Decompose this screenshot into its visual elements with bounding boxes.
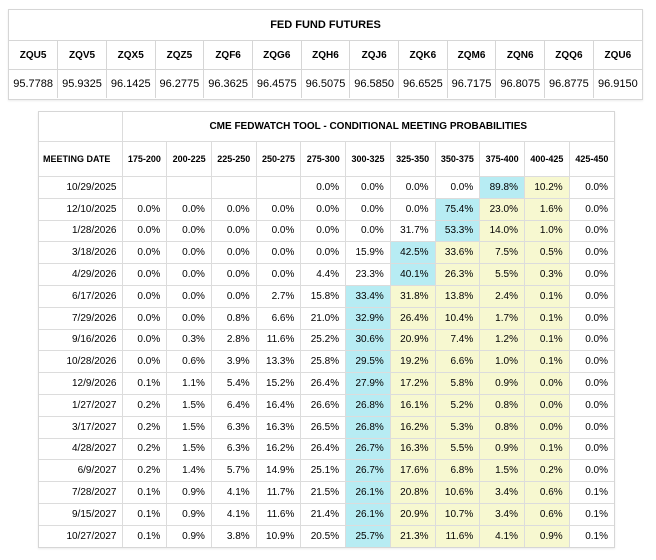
meeting-date-cell: 9/15/2027 xyxy=(39,503,122,525)
probability-cell: 2.8% xyxy=(211,329,256,351)
probability-cell: 0.9% xyxy=(167,503,212,525)
probability-cell: 0.0% xyxy=(211,285,256,307)
futures-code-cell: ZQZ5 xyxy=(155,41,204,70)
probability-cell: 0.0% xyxy=(122,264,167,286)
probability-cell: 0.0% xyxy=(569,307,614,329)
probability-cell: 0.0% xyxy=(167,285,212,307)
probability-cell: 13.8% xyxy=(435,285,480,307)
probability-cell: 26.4% xyxy=(301,373,346,395)
probability-cell: 1.4% xyxy=(167,460,212,482)
probability-cell: 1.7% xyxy=(480,307,525,329)
probability-cell: 1.6% xyxy=(524,198,569,220)
probability-cell: 4.4% xyxy=(301,264,346,286)
meeting-row xyxy=(39,285,614,307)
probability-cell: 20.8% xyxy=(390,482,435,504)
meeting-date-cell: 6/9/2027 xyxy=(39,460,122,482)
probability-cell: 0.1% xyxy=(524,285,569,307)
probability-cell: 0.0% xyxy=(256,264,301,286)
meeting-row xyxy=(39,525,614,546)
probability-cell: 25.1% xyxy=(301,460,346,482)
rate-range-header: 400-425 xyxy=(524,142,569,177)
probability-cell: 1.0% xyxy=(524,220,569,242)
probability-cell: 0.0% xyxy=(122,242,167,264)
probability-cell: 53.3% xyxy=(435,220,480,242)
futures-price-cell: 96.7175 xyxy=(447,70,496,99)
meeting-row xyxy=(39,220,614,242)
probability-cell: 5.8% xyxy=(435,373,480,395)
probability-cell: 0.0% xyxy=(569,220,614,242)
meeting-date-cell: 7/29/2026 xyxy=(39,307,122,329)
probability-cell: 16.2% xyxy=(256,438,301,460)
probability-cell: 0.0% xyxy=(256,198,301,220)
probability-cell: 6.3% xyxy=(211,438,256,460)
rate-range-header: 225-250 xyxy=(211,142,256,177)
probability-cell: 6.6% xyxy=(435,351,480,373)
probability-cell: 0.0% xyxy=(122,307,167,329)
probability-cell: 5.5% xyxy=(435,438,480,460)
probability-cell: 15.2% xyxy=(256,373,301,395)
rate-range-header: 425-450 xyxy=(569,142,614,177)
probability-cell: 14.0% xyxy=(480,220,525,242)
probability-cell: 0.0% xyxy=(524,394,569,416)
meeting-row xyxy=(39,416,614,438)
probability-cell: 3.9% xyxy=(211,351,256,373)
probability-cell: 0.0% xyxy=(390,198,435,220)
fedwatch-table xyxy=(39,112,614,547)
probability-cell: 26.7% xyxy=(346,460,391,482)
futures-price-cell: 96.8075 xyxy=(496,70,545,99)
meeting-date-cell: 6/17/2026 xyxy=(39,285,122,307)
meeting-row xyxy=(39,351,614,373)
probability-cell: 10.7% xyxy=(435,503,480,525)
probability-cell: 0.0% xyxy=(569,177,614,199)
futures-code-cell: ZQF6 xyxy=(204,41,253,70)
probability-cell: 0.1% xyxy=(122,373,167,395)
probability-cell: 3.4% xyxy=(480,503,525,525)
probability-cell xyxy=(167,177,212,199)
rate-range-header: 275-300 xyxy=(301,142,346,177)
probability-cell: 0.0% xyxy=(122,329,167,351)
futures-price-cell: 96.8775 xyxy=(545,70,594,99)
probability-cell: 5.3% xyxy=(435,416,480,438)
probability-cell: 0.0% xyxy=(211,198,256,220)
probability-cell: 6.8% xyxy=(435,460,480,482)
probability-cell: 0.8% xyxy=(480,416,525,438)
probability-cell: 2.7% xyxy=(256,285,301,307)
probability-cell: 0.0% xyxy=(524,373,569,395)
probability-cell: 10.9% xyxy=(256,525,301,546)
futures-price-row xyxy=(9,70,642,99)
probability-cell: 6.6% xyxy=(256,307,301,329)
probability-cell: 5.5% xyxy=(480,264,525,286)
meeting-date-cell: 1/28/2026 xyxy=(39,220,122,242)
probability-cell: 0.0% xyxy=(211,242,256,264)
probability-cell: 16.4% xyxy=(256,394,301,416)
probability-cell: 0.1% xyxy=(524,438,569,460)
probability-cell: 0.0% xyxy=(167,264,212,286)
probability-cell: 3.8% xyxy=(211,525,256,546)
futures-code-cell: ZQN6 xyxy=(496,41,545,70)
probability-cell: 0.0% xyxy=(122,285,167,307)
probability-cell: 0.1% xyxy=(569,503,614,525)
probability-cell: 26.4% xyxy=(301,438,346,460)
probability-cell: 1.5% xyxy=(167,438,212,460)
probability-cell: 1.1% xyxy=(167,373,212,395)
probability-cell: 16.1% xyxy=(390,394,435,416)
probability-cell: 26.1% xyxy=(346,503,391,525)
blank-corner-cell xyxy=(39,112,122,142)
probability-cell: 26.8% xyxy=(346,394,391,416)
probability-cell: 6.4% xyxy=(211,394,256,416)
fedwatch-panel xyxy=(38,111,615,548)
probability-cell: 0.0% xyxy=(390,177,435,199)
probability-cell: 11.6% xyxy=(256,503,301,525)
probability-cell: 27.9% xyxy=(346,373,391,395)
rate-range-header: 375-400 xyxy=(480,142,525,177)
probability-cell: 0.0% xyxy=(569,416,614,438)
probability-cell: 0.9% xyxy=(480,438,525,460)
futures-code-cell: ZQJ6 xyxy=(350,41,399,70)
probability-cell: 10.2% xyxy=(524,177,569,199)
meeting-row xyxy=(39,177,614,199)
futures-code-row xyxy=(9,41,642,70)
futures-price-cell: 96.5850 xyxy=(350,70,399,99)
probability-cell: 0.0% xyxy=(569,394,614,416)
rate-range-header: 350-375 xyxy=(435,142,480,177)
probability-cell: 0.0% xyxy=(346,220,391,242)
futures-price-cell: 95.7788 xyxy=(9,70,58,99)
probability-cell: 17.6% xyxy=(390,460,435,482)
probability-cell: 4.1% xyxy=(211,482,256,504)
probability-cell: 4.1% xyxy=(211,503,256,525)
futures-code-cell: ZQX5 xyxy=(106,41,155,70)
probability-cell: 26.4% xyxy=(390,307,435,329)
probability-cell: 26.1% xyxy=(346,482,391,504)
probability-cell: 0.2% xyxy=(122,416,167,438)
probability-cell: 0.6% xyxy=(167,351,212,373)
probability-cell: 31.8% xyxy=(390,285,435,307)
probability-cell: 1.2% xyxy=(480,329,525,351)
probability-cell: 0.5% xyxy=(524,242,569,264)
futures-code-cell: ZQU5 xyxy=(9,41,58,70)
meeting-date-cell: 10/29/2025 xyxy=(39,177,122,199)
futures-price-cell: 96.3625 xyxy=(204,70,253,99)
meeting-row xyxy=(39,482,614,504)
probability-cell: 75.4% xyxy=(435,198,480,220)
probability-cell: 0.0% xyxy=(435,177,480,199)
probability-cell: 15.8% xyxy=(301,285,346,307)
probability-cell: 0.9% xyxy=(167,525,212,546)
probability-cell: 7.4% xyxy=(435,329,480,351)
probability-cell: 29.5% xyxy=(346,351,391,373)
probability-cell: 0.0% xyxy=(256,242,301,264)
meeting-date-cell: 10/28/2026 xyxy=(39,351,122,373)
probability-cell: 0.0% xyxy=(569,460,614,482)
probability-cell: 1.0% xyxy=(480,351,525,373)
probability-cell: 0.0% xyxy=(569,198,614,220)
probability-cell: 16.3% xyxy=(256,416,301,438)
meeting-row xyxy=(39,264,614,286)
probability-cell: 0.2% xyxy=(122,460,167,482)
probability-cell: 5.7% xyxy=(211,460,256,482)
probability-cell xyxy=(256,177,301,199)
probability-cell: 0.3% xyxy=(524,264,569,286)
fedwatch-header-row xyxy=(39,142,614,177)
probability-cell: 0.1% xyxy=(569,525,614,546)
probability-cell: 26.8% xyxy=(346,416,391,438)
futures-price-cell: 96.4575 xyxy=(252,70,301,99)
probability-cell: 0.0% xyxy=(167,242,212,264)
meeting-row xyxy=(39,329,614,351)
probability-cell: 4.1% xyxy=(480,525,525,546)
meeting-date-cell: 10/27/2027 xyxy=(39,525,122,546)
probability-cell: 0.0% xyxy=(569,242,614,264)
probability-cell: 0.1% xyxy=(524,329,569,351)
meeting-row xyxy=(39,198,614,220)
probability-cell: 14.9% xyxy=(256,460,301,482)
probability-cell: 0.0% xyxy=(569,285,614,307)
probability-cell: 21.0% xyxy=(301,307,346,329)
probability-cell: 0.0% xyxy=(569,351,614,373)
probability-cell: 16.2% xyxy=(390,416,435,438)
probability-cell: 0.9% xyxy=(167,482,212,504)
probability-cell: 11.6% xyxy=(256,329,301,351)
probability-cell: 10.4% xyxy=(435,307,480,329)
probability-cell: 26.7% xyxy=(346,438,391,460)
probability-cell: 89.8% xyxy=(480,177,525,199)
futures-code-cell: ZQU6 xyxy=(593,41,642,70)
probability-cell: 20.9% xyxy=(390,503,435,525)
probability-cell: 15.9% xyxy=(346,242,391,264)
probability-cell: 0.0% xyxy=(346,177,391,199)
probability-cell: 1.5% xyxy=(167,394,212,416)
probability-cell: 0.9% xyxy=(524,525,569,546)
probability-cell: 0.0% xyxy=(301,242,346,264)
futures-code-cell: ZQG6 xyxy=(252,41,301,70)
probability-cell: 25.8% xyxy=(301,351,346,373)
probability-cell: 0.0% xyxy=(569,329,614,351)
futures-price-cell: 96.1425 xyxy=(106,70,155,99)
probability-cell: 0.3% xyxy=(167,329,212,351)
probability-cell: 11.6% xyxy=(435,525,480,546)
rate-range-header: 325-350 xyxy=(390,142,435,177)
rate-range-header: 200-225 xyxy=(167,142,212,177)
probability-cell: 0.0% xyxy=(301,198,346,220)
fed-fund-futures-panel xyxy=(8,9,643,100)
rate-range-header: 175-200 xyxy=(122,142,167,177)
probability-cell: 11.7% xyxy=(256,482,301,504)
probability-cell: 0.0% xyxy=(122,351,167,373)
probability-cell: 25.7% xyxy=(346,525,391,546)
futures-price-cell: 95.9325 xyxy=(58,70,107,99)
probability-cell: 2.4% xyxy=(480,285,525,307)
probability-cell: 26.6% xyxy=(301,394,346,416)
probability-cell: 0.1% xyxy=(524,307,569,329)
probability-cell: 33.6% xyxy=(435,242,480,264)
probability-cell: 5.2% xyxy=(435,394,480,416)
probability-cell: 0.0% xyxy=(211,220,256,242)
fedwatch-title: CME FEDWATCH TOOL - CONDITIONAL MEETING PROBABILITIES xyxy=(122,112,614,142)
probability-cell: 0.9% xyxy=(480,373,525,395)
meeting-date-header: MEETING DATE xyxy=(39,142,122,177)
futures-code-cell: ZQH6 xyxy=(301,41,350,70)
probability-cell: 0.2% xyxy=(122,438,167,460)
probability-cell: 20.5% xyxy=(301,525,346,546)
probability-cell: 6.3% xyxy=(211,416,256,438)
probability-cell: 10.6% xyxy=(435,482,480,504)
meeting-date-cell: 3/17/2027 xyxy=(39,416,122,438)
probability-cell: 0.2% xyxy=(524,460,569,482)
futures-price-cell: 96.6525 xyxy=(399,70,448,99)
probability-cell: 0.0% xyxy=(256,220,301,242)
meeting-date-cell: 4/29/2026 xyxy=(39,264,122,286)
meeting-date-cell: 3/18/2026 xyxy=(39,242,122,264)
probability-cell: 30.6% xyxy=(346,329,391,351)
probability-cell: 21.5% xyxy=(301,482,346,504)
probability-cell: 0.8% xyxy=(211,307,256,329)
probability-cell: 0.1% xyxy=(122,525,167,546)
probability-cell: 0.1% xyxy=(122,482,167,504)
rate-range-header: 300-325 xyxy=(346,142,391,177)
probability-cell: 19.2% xyxy=(390,351,435,373)
probability-cell: 20.9% xyxy=(390,329,435,351)
probability-cell: 1.5% xyxy=(480,460,525,482)
meeting-row xyxy=(39,242,614,264)
meeting-date-cell: 12/10/2025 xyxy=(39,198,122,220)
futures-code-cell: ZQV5 xyxy=(58,41,107,70)
meeting-row xyxy=(39,307,614,329)
meeting-row xyxy=(39,394,614,416)
probability-cell: 0.0% xyxy=(569,264,614,286)
probability-cell: 0.0% xyxy=(569,373,614,395)
probability-cell: 33.4% xyxy=(346,285,391,307)
probability-cell: 26.5% xyxy=(301,416,346,438)
futures-price-cell: 96.2775 xyxy=(155,70,204,99)
meeting-row xyxy=(39,373,614,395)
meeting-row xyxy=(39,460,614,482)
fedwatch-body xyxy=(39,177,614,547)
probability-cell: 0.0% xyxy=(524,416,569,438)
probability-cell: 5.4% xyxy=(211,373,256,395)
probability-cell: 0.6% xyxy=(524,482,569,504)
futures-code-cell: ZQQ6 xyxy=(545,41,594,70)
meeting-date-cell: 1/27/2027 xyxy=(39,394,122,416)
probability-cell: 3.4% xyxy=(480,482,525,504)
probability-cell: 1.5% xyxy=(167,416,212,438)
meeting-date-cell: 7/28/2027 xyxy=(39,482,122,504)
probability-cell: 0.0% xyxy=(167,220,212,242)
probability-cell: 7.5% xyxy=(480,242,525,264)
probability-cell xyxy=(122,177,167,199)
probability-cell: 26.3% xyxy=(435,264,480,286)
probability-cell: 25.2% xyxy=(301,329,346,351)
probability-cell: 17.2% xyxy=(390,373,435,395)
probability-cell: 23.0% xyxy=(480,198,525,220)
probability-cell: 23.3% xyxy=(346,264,391,286)
futures-price-cell: 96.5075 xyxy=(301,70,350,99)
probability-cell: 16.3% xyxy=(390,438,435,460)
probability-cell: 32.9% xyxy=(346,307,391,329)
meeting-date-cell: 9/16/2026 xyxy=(39,329,122,351)
futures-code-cell: ZQM6 xyxy=(447,41,496,70)
probability-cell: 31.7% xyxy=(390,220,435,242)
probability-cell: 42.5% xyxy=(390,242,435,264)
probability-cell: 21.4% xyxy=(301,503,346,525)
meeting-row xyxy=(39,438,614,460)
probability-cell: 0.2% xyxy=(122,394,167,416)
meeting-row xyxy=(39,503,614,525)
probability-cell: 0.1% xyxy=(524,351,569,373)
probability-cell: 0.6% xyxy=(524,503,569,525)
probability-cell: 0.0% xyxy=(301,177,346,199)
probability-cell: 0.8% xyxy=(480,394,525,416)
probability-cell: 40.1% xyxy=(390,264,435,286)
probability-cell: 13.3% xyxy=(256,351,301,373)
probability-cell: 21.3% xyxy=(390,525,435,546)
probability-cell: 0.0% xyxy=(167,307,212,329)
probability-cell: 0.0% xyxy=(122,220,167,242)
probability-cell: 0.1% xyxy=(569,482,614,504)
probability-cell: 0.0% xyxy=(569,438,614,460)
meeting-date-cell: 4/28/2027 xyxy=(39,438,122,460)
futures-price-cell: 96.9150 xyxy=(597,78,638,90)
probability-cell: 0.0% xyxy=(301,220,346,242)
probability-cell: 0.0% xyxy=(167,198,212,220)
probability-cell: 0.0% xyxy=(211,264,256,286)
probability-cell xyxy=(211,177,256,199)
futures-table xyxy=(9,41,642,98)
rate-range-header: 250-275 xyxy=(256,142,301,177)
probability-cell: 0.0% xyxy=(346,198,391,220)
meeting-date-cell: 12/9/2026 xyxy=(39,373,122,395)
futures-title: FED FUND FUTURES xyxy=(9,10,642,41)
probability-cell: 0.1% xyxy=(122,503,167,525)
probability-cell: 0.0% xyxy=(122,198,167,220)
futures-code-cell: ZQK6 xyxy=(399,41,448,70)
